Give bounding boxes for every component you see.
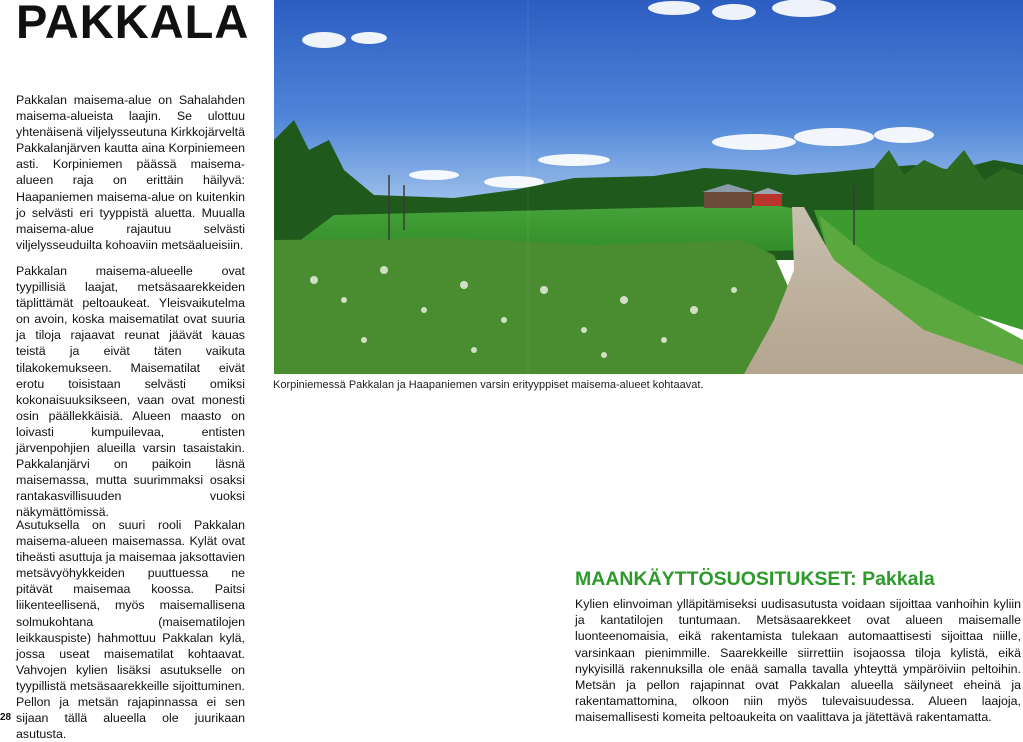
page-title: PAKKALA — [16, 0, 250, 48]
body-paragraph-1 — [16, 92, 245, 253]
landscape-photo — [274, 0, 1023, 374]
body-paragraph-3 — [16, 517, 245, 742]
landscape-illustration — [274, 0, 1023, 374]
photo-caption: Korpiniemessä Pakkalan ja Haapaniemen varsin erityyppiset maisema-alueet kohtaavat. — [273, 379, 704, 391]
paragraph-text: Pakkalan maisema-alueelle ovat tyypillisiä laajat, metsäsaarekkeiden täplittämät peltoaukeat. Yleisvaikutelma on avoin, koska maisematilat ovat suuria ja tiloja rajaavat reunat jäävät kauas teistä ja eivät täten vaikuta tilakokemukseen. Maisematilat eivät erotu toisistaan selvästi omiksi kokonaisuuksikseen, vaan ovat monesti osin päällekkäisiä. Alueen maasto on loivasti kumpuilevaa, entisten järvenpohjien alueilla varsin tasaistakin. Pakkalanjärvi on paikoin läsnä maisemassa, mutta suurimmaksi osaksi rantakasvillisuuden vuoksi näkymättömissä. — [16, 264, 245, 520]
recommendations-heading: MAANKÄYTTÖSUOSITUKSET: Pakkala — [575, 568, 935, 590]
paragraph-text: Pakkalan maisema-alue on Sahalahden maisema-alueista laajin. Se ulottuu yhtenäisenä viljelysseutuna Kirkkojärveltä Pakkalanjärven kautta aina Korpiniemeen asti. Korpiniemen päässä maisema-alueen raja on erittäin häilyvä: Haapaniemen maisema-alue on kuitenkin jo selvästi eri tyyppistä aluetta. Muualla maisema-alue rajautuu selvästi viljelysseuduilta kohoaviin metsäalueisiin. — [16, 93, 245, 252]
body-paragraph-2 — [16, 263, 245, 521]
page-number: 28 — [0, 712, 12, 723]
recommendations-body: Kylien elinvoiman ylläpitämiseksi uudisasutusta voidaan sijoittaa vanhoihin kyliin ja kantatilojen tuntumaan. Metsäsaarekkeet ovat alueen maisemalle luonteenomaisia, eikä rakentamista tulekaan automaattisesti sijoittaa niille, varsinkaan pienimmille. Saarekkeille siirrettiin isojaossa tiloja kylistä, eikä nykyisillä rakennuksilla ole enää samalla tavalla yhteyttä ympäröiviin peltoihin. Metsän ja pellon rajapinnat ovat Pakkalan alueella säilyneet eheinä ja rakentamattomina, olkoon niin myös tulevaisuudessa. Alueen laajoja, maisemallisesti komeita peltoaukeita on vaalittava ja jätettävä rakentamatta. — [575, 597, 1021, 725]
paragraph-text: Asutuksella on suuri rooli Pakkalan maisema-alueen maisemassa. Kylät ovat tiheästi asuttuja ja maisemaa jaksottavien metsävyöhykkeiden puuttuessa ne pitävät maisemaa koossa. Paitsi liikenteellisenä, myös maisemallisena solmukohtana (maisematilojen leikkauspiste) hahmottuu Pakkalan kylä, jossa useat maisematilat kohtaavat. Vahvojen kylien lisäksi asutukselle on tyypillistä metsäsaarekkeille sijoittuminen. Pellon ja metsän rajapinnassa ei sen sijaan tällä alueella ole juurikaan asutusta. — [16, 518, 245, 742]
